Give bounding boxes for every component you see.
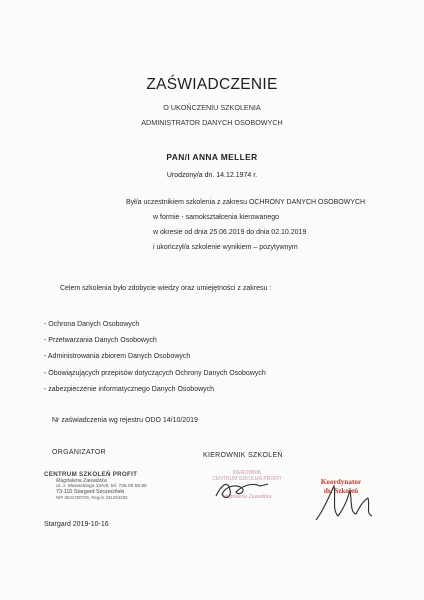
topic-item-1: - Ochrona Danych Osobowych	[44, 321, 140, 328]
topic-item-3: - Administrowania zbiorem Danych Osobowych	[44, 353, 191, 360]
document-title: ZAŚWIADCZENIE	[146, 76, 278, 93]
organizer-stamp	[44, 471, 162, 500]
organizer-stamp-nip: NIP 8531780729, Regon 331294250	[56, 495, 128, 500]
organizer-stamp-city: 73-110 Stargard Szczeciński	[56, 489, 125, 495]
body-line-1: Był/a uczestnikiem szkolenia z zakresu OCHRONY DANYCH OSOBOWYCH	[126, 199, 366, 206]
organizer-stamp-name: CENTRUM SZKOLEŃ PROFIT	[44, 471, 138, 478]
body-line-2: w formie - samokształcenia kierowanego	[153, 214, 280, 221]
head-stamp-line-2: CENTRUM SZKOLEŃ PROFIT	[212, 476, 282, 482]
topic-item-5: - zabezpieczenie informatycznego Danych Osobowych	[44, 386, 215, 393]
coordinator-signature	[310, 480, 380, 526]
coordinator-stamp-line-2: ds. Szkoleń	[323, 487, 359, 495]
subtitle-line-1: O UKOŃCZENIU SZKOLENIA	[163, 103, 261, 112]
register-number: Nr zaświadczenia wg rejestru ODO 14/10/2019	[52, 417, 198, 424]
topic-item-4: - Obowiązujących przepisów dotyczących Ochrony Danych Osobowych	[44, 370, 266, 377]
organizer-stamp-person: Magdalena Zawadzka	[56, 478, 107, 484]
head-signature	[212, 476, 272, 502]
coordinator-stamp-line-1: Koordynator	[320, 478, 362, 486]
head-stamp-line-1: KIEROWNIK	[232, 470, 262, 476]
head-of-training-label: KIEROWNIK SZKOLEŃ	[203, 452, 283, 459]
goal-text: Celem szkolenia było zdobycie wiedzy oraz umiejętności z zakresu :	[60, 285, 272, 292]
body-line-3: w okresie od dnia 25.06.2019 do dnia 02.10.2019	[153, 229, 307, 236]
place-and-date: Stargard 2019-10-16	[44, 521, 109, 528]
organizer-label: ORGANIZATOR	[52, 449, 106, 456]
organizer-stamp-address: ul. J. Słowackiego 13A/8, tel. 725 00 58 86	[56, 484, 147, 489]
birth-date: Urodzony/a dn. 14.12.1974 r.	[166, 172, 258, 179]
topic-item-2: - Przetwarzania Danych Osobowych	[44, 337, 157, 344]
participant-name: PAN/I ANNA MELLER	[166, 152, 258, 162]
body-line-4: i ukończył/a szkolenie wynikiem – pozytywnym	[153, 244, 298, 251]
head-stamp-line-3: Magdalena Zawadzka	[222, 494, 272, 500]
subtitle-line-2: ADMINISTRATOR DANYCH OSOBOWYCH	[141, 118, 283, 127]
